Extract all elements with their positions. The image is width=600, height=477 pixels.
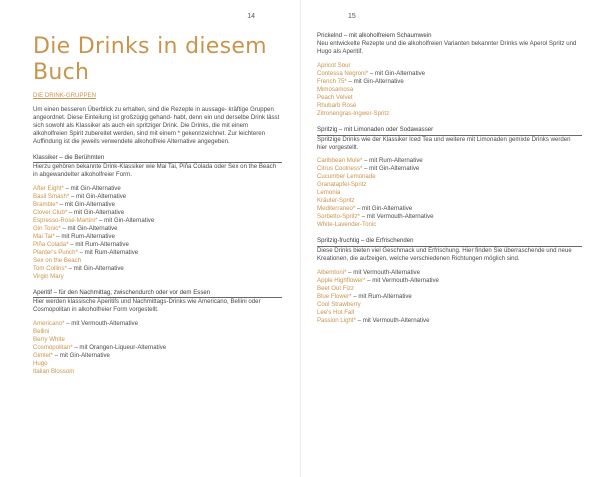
list-item (317, 205, 582, 213)
drink-name: Granatapfel-Spritz (317, 181, 367, 189)
list-item (317, 189, 582, 197)
list-item (33, 193, 282, 201)
list-item (317, 285, 582, 293)
right-page-number: 15 (348, 13, 356, 20)
drink-list-prickelnd (317, 62, 582, 118)
drink-note: – mit Vermouth-Alternative (355, 316, 430, 324)
list-item (317, 157, 582, 165)
list-item (33, 273, 282, 281)
list-item (317, 181, 582, 189)
list-item (33, 344, 282, 352)
drink-name: Citrus Coolness* (317, 165, 363, 173)
section-description-spritzig-fruchtig: Diese Drinks bieten viel Geschmack und Erfrischung. Hier finden Sie überraschende und neue Kreationen, die aufzeigen, welche verschiedenen Richtungen möglich sind. (317, 246, 572, 262)
drink-name: Tom Collins* (33, 264, 67, 272)
drink-name: Caribbean Mule* (317, 157, 363, 165)
section-heading-aperitif: Aperitif – für den Nachmittag, zwischendurch oder vor dem Essen (33, 289, 282, 298)
section-description-aperitif: Hier werden klassische Aperitifs und Nachmittags-Drinks wie Americano, Bellini oder Cosmopolitan in alkoholfreier Form vorgestellt. (33, 298, 261, 314)
list-item (317, 110, 582, 118)
list-item (317, 78, 582, 86)
drink-name: Apple Highflower* (317, 276, 366, 284)
list-item (33, 336, 282, 344)
drink-name: After Eight* (33, 184, 64, 192)
drink-note: – mit Gin-Alternative (346, 78, 404, 86)
right-page (300, 0, 600, 477)
drink-name: Sorbetto-Spritz* (317, 213, 361, 221)
drink-note: – mit Vermouth-Alternative (346, 268, 420, 276)
drink-note: – mit Gin-Alternative (69, 192, 127, 200)
drink-note: – mit Vermouth-Alternative (64, 319, 138, 327)
drink-name: French 75* (317, 78, 347, 86)
drink-name: Lee's Hot Fall (317, 308, 355, 316)
drink-note: – mit Gin-Alternative (97, 216, 155, 224)
list-item (33, 368, 282, 376)
section-heading-spritzig: Spritzig – mit Limonaden oder Sodawasser (317, 126, 582, 135)
list-item (317, 277, 582, 285)
drink-name: Italian Blossom (33, 367, 75, 375)
section-description-spritzig: Spritzige Drinks wie der Klassiker Iced Tea und weitere mit Limonaden gemixte Drinks werden hier vorgestellt. (317, 135, 571, 151)
drink-name: Espresso-Rosé-Martini* (33, 216, 98, 224)
list-item (33, 241, 282, 249)
list-item (317, 269, 582, 277)
drink-name: Hugo (33, 359, 48, 367)
drink-note: – mit Rum-Alternative (68, 240, 129, 248)
drink-name: Americano* (33, 319, 65, 327)
drink-note: – mit Gin-Alternative (368, 70, 426, 78)
drink-name: Beet Out Fizz (317, 284, 354, 292)
drink-name: Zitronengras-Ingwer-Spritz (317, 110, 390, 118)
list-item (33, 352, 282, 360)
drink-note: – mit Gin-Alternative (67, 208, 125, 216)
drink-name: Cosmopolitan* (33, 343, 73, 351)
drink-name: Mediterraneo* (317, 205, 356, 213)
drink-list-spritzig (317, 157, 582, 229)
list-item (33, 201, 282, 209)
drink-name: Piña Colada* (33, 240, 69, 248)
list-item (317, 197, 582, 205)
list-item (317, 173, 582, 181)
intro-heading: DIE DRINK-GRUPPEN (33, 92, 96, 99)
drink-note: – mit Gin-Alternative (66, 264, 124, 272)
drink-note: – mit Gin-Alternative (58, 200, 115, 208)
drink-name: Gimlet* (33, 351, 53, 359)
list-item (33, 233, 282, 241)
drink-name: White-Lavender-Tonic (317, 221, 377, 229)
section-description-klassiker: Hierzu gehören bekannte Drink-Klassiker wie Mai Tai, Piña Colada oder Sex on the Beach in abgewandelter alkoholfreier Form. (33, 162, 277, 178)
drink-name: Passion Light* (317, 316, 356, 324)
list-item (317, 86, 582, 94)
drink-note: – mit Rum-Alternative (77, 248, 139, 256)
drink-name: Bramble* (33, 200, 59, 208)
drink-name: Blue Flower* (317, 292, 352, 300)
drink-name: Kräuter-Spritz (317, 197, 355, 205)
list-item (33, 249, 282, 257)
drink-note: – mit Gin-Alternative (63, 184, 121, 192)
drink-list-aperitif (33, 320, 282, 376)
drink-name: Mimosamosa (317, 86, 354, 94)
drink-note: – mit Rum-Alternative (54, 232, 115, 240)
section-heading-klassiker: Klassiker – die Berühmten (33, 154, 282, 163)
drink-name: Albemtoni* (317, 268, 347, 276)
list-item (317, 301, 582, 309)
list-item (33, 328, 282, 336)
list-item (317, 293, 582, 301)
drink-note: – mit Rum-Alternative (351, 292, 412, 300)
drink-list-spritzig-fruchtig (317, 269, 582, 325)
drink-name: Mai Tai* (33, 232, 55, 240)
drink-name: Rhubarb Rosé (317, 102, 357, 110)
drink-note: – mit Gin-Alternative (355, 205, 413, 213)
list-item (317, 213, 582, 221)
list-item (317, 309, 582, 317)
drink-name: Sex on the Beach (33, 256, 82, 264)
drink-name: Planter's Punch* (33, 248, 78, 256)
left-content (33, 92, 282, 376)
drink-name: Gin Tonic* (33, 224, 61, 232)
list-item (317, 165, 582, 173)
drink-name: Virgin Mary (33, 272, 64, 280)
drink-note: – mit Vermouth-Alternative (360, 213, 434, 221)
list-item (317, 94, 582, 102)
drink-note: – mit Orangen-Liqueur-Alternative (72, 343, 167, 351)
intro-paragraph: Um einen besseren Überblick zu erhalten, sind die Rezepte in aussage- kräftige Gruppen angeordnet. Diese Einteilung ist großzügig gehand- habt, denn ein und derselbe Drink lässt sich sowohl als Klassiker als auch ein spritziger Drink. Die Drinks, die mit einem alkoholfreien Spirit zubereitet werden, sind mit einem * gekennzeichnet. Zur leichteren Auffindung ist die jeweils verwendete alkoholfreie Alternative angegeben. (33, 106, 280, 145)
list-item (33, 360, 282, 368)
list-item (33, 320, 282, 328)
drink-name: Apricot Sour (317, 62, 351, 70)
drink-note: – mit Gin-Alternative (362, 165, 420, 173)
list-item (317, 102, 582, 110)
section-description-prickelnd: Neu entwickelte Rezepte und die alkoholfreien Varianten bekannter Drinks wie Aperol Spritz und Hugo als Aperitif. (317, 40, 577, 56)
list-item (33, 185, 282, 193)
list-item (317, 62, 582, 70)
list-item (33, 209, 282, 217)
drink-name: Bellini (33, 327, 50, 335)
drink-note: – mit Rum-Alternative (362, 157, 423, 165)
list-item (317, 317, 582, 325)
list-item (317, 221, 582, 229)
chapter-title: Die Drinks in diesem Buch (33, 34, 267, 85)
drink-name: Contessa Negroni* (317, 70, 369, 78)
drink-note: – mit Gin-Alternative (60, 224, 118, 232)
drink-name: Cool Strawberry (317, 300, 361, 308)
section-heading-prickelnd: Prickelnd – mit alkoholfreiem Schaumwein (317, 32, 432, 39)
list-item (33, 217, 282, 225)
left-page-number: 14 (247, 13, 255, 20)
list-item (33, 265, 282, 273)
drink-name: Clover Club* (33, 208, 68, 216)
right-content (317, 32, 582, 325)
section-heading-spritzig-fruchtig: Spritzig-fruchtig – die Erfrischenden (317, 237, 582, 246)
drink-name: Lemonia (317, 189, 341, 197)
drink-name: Basil Smash* (33, 192, 70, 200)
drink-name: Berry White (33, 335, 65, 343)
list-item (33, 225, 282, 233)
drink-name: Peach Velvet (317, 94, 353, 102)
drink-list-klassiker (33, 185, 282, 281)
drink-name: Cucumber Lemonade (317, 173, 376, 181)
drink-note: – mit Gin-Alternative (52, 351, 110, 359)
drink-note: – mit Vermouth-Alternative (365, 276, 439, 284)
list-item (317, 70, 582, 78)
list-item (33, 257, 282, 265)
